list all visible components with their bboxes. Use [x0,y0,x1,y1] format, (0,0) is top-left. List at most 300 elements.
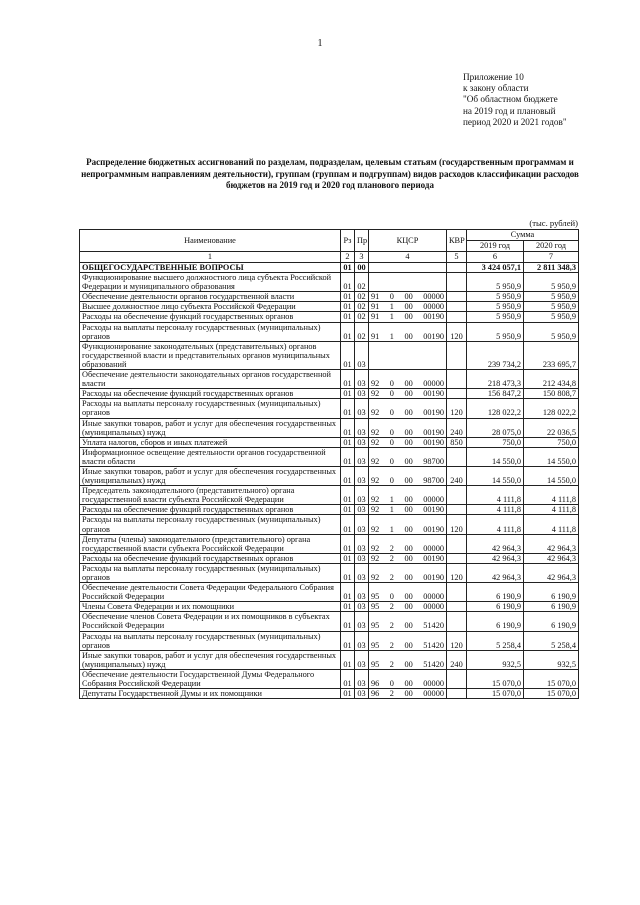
kcsr-part: 00 [404,543,413,553]
cell-name: Расходы на обеспечение функций государственных органов [80,312,341,322]
cell-sum-2019: 4 111,8 [467,486,524,505]
cell-sum-2020: 5 950,9 [524,273,579,292]
kcsr-part: 92 [371,456,380,466]
cell-sum-2020: 15 070,0 [524,669,579,688]
header-year-2020: 2020 год [524,241,579,252]
kcsr-part: 0 [389,427,394,437]
kcsr-part: 95 [371,602,380,612]
header-pr: Пр [355,230,369,252]
kcsr-part: 00 [404,427,413,437]
kcsr-part: 00190 [423,408,444,418]
kcsr-parts [371,312,444,321]
cell-pr: 02 [355,302,369,312]
cell-kcsr [369,563,447,582]
kcsr-parts [371,438,444,447]
cell-name: Расходы на выплаты персоналу государственных (муниципальных) органов [80,631,341,650]
kcsr-part: 0 [389,679,394,689]
kcsr-part: 51420 [423,621,444,631]
kcsr-parts [371,573,444,582]
cell-pr: 03 [355,389,369,399]
kcsr-part: 00190 [423,331,444,341]
table-row [80,505,579,515]
kcsr-part: 0 [389,437,394,447]
kcsr-parts [371,641,444,650]
cell-sum-2020: 2 811 348,3 [524,263,579,273]
cell-sum-2019: 5 258,4 [467,631,524,650]
cell-pr: 02 [355,292,369,302]
cell-kvr [447,602,467,612]
kcsr-parts [371,302,444,311]
cell-kcsr [369,583,447,602]
kcsr-part: 98700 [423,476,444,486]
cell-kvr: 120 [447,563,467,582]
cell-rz: 01 [341,553,355,563]
kcsr-parts [371,292,444,301]
kcsr-part: 00000 [423,602,444,612]
kcsr-part: 00 [404,379,413,389]
cell-name: Расходы на обеспечение функций государственных органов [80,505,341,515]
kcsr-part: 96 [371,679,380,689]
kcsr-part: 95 [371,659,380,669]
budget-table [79,229,579,699]
kcsr-part: 00000 [423,679,444,689]
cell-name: Члены Совета Федерации и их помощники [80,602,341,612]
cell-pr: 03 [355,602,369,612]
kcsr-part: 00190 [423,437,444,447]
cell-sum-2019: 15 070,0 [467,669,524,688]
cell-sum-2019: 28 075,0 [467,418,524,437]
cell-name: ОБЩЕГОСУДАРСТВЕННЫЕ ВОПРОСЫ [80,263,341,273]
kcsr-part: 2 [389,573,394,582]
table-row [80,553,579,563]
table-row [80,563,579,582]
cell-sum-2019: 5 950,9 [467,302,524,312]
kcsr-part: 1 [389,312,394,322]
table-row [80,447,579,466]
kcsr-part: 00190 [423,505,444,515]
cell-sum-2019: 42 964,3 [467,534,524,553]
cell-pr: 03 [355,534,369,553]
cell-pr: 03 [355,583,369,602]
kcsr-part: 00000 [423,302,444,312]
cell-sum-2019: 932,5 [467,650,524,669]
cell-kvr: 120 [447,399,467,418]
kcsr-part: 92 [371,505,380,515]
cell-kcsr [369,418,447,437]
cell-name: Депутаты Государственной Думы и их помощники [80,689,341,699]
kcsr-part: 00 [404,573,413,582]
kcsr-part: 1 [389,495,394,505]
document-title: Распределение бюджетных ассигнований по разделам, подразделам, целевым статьям (государственным программам и непрограммным направлениям деятельности), группам (группам и подгруппам) видов расходов классификации расходов бюджетов на 2019 год и 2020 год планового периода [81,157,579,190]
cell-sum-2020: 6 190,9 [524,612,579,631]
cell-kvr [447,689,467,699]
kcsr-part: 92 [371,573,380,582]
header-year-2019: 2019 год [467,241,524,252]
kcsr-part: 00 [404,495,413,505]
cell-kvr [447,447,467,466]
cell-kvr: 120 [447,631,467,650]
cell-sum-2020: 4 111,8 [524,486,579,505]
cell-kvr: 850 [447,437,467,447]
kcsr-part: 00190 [423,573,444,582]
table-row [80,312,579,322]
kcsr-parts [371,602,444,611]
kcsr-part: 00 [404,553,413,563]
kcsr-part: 0 [389,379,394,389]
cell-pr: 03 [355,669,369,688]
cell-kvr [447,612,467,631]
header-kvr: КВР [447,230,467,252]
kcsr-part: 2 [389,543,394,553]
kcsr-part: 00190 [423,312,444,322]
kcsr-part: 92 [371,543,380,553]
kcsr-part: 00 [404,437,413,447]
table-row [80,302,579,312]
cell-kcsr [369,370,447,389]
table-row [80,341,579,369]
cell-rz: 01 [341,466,355,485]
cell-rz: 01 [341,650,355,669]
kcsr-part: 1 [389,302,394,312]
cell-sum-2020: 5 950,9 [524,322,579,341]
cell-sum-2019: 6 190,9 [467,612,524,631]
cell-kvr [447,389,467,399]
cell-name: Функционирование высшего должностного лица субъекта Российской Федерации и муниципального образования [80,273,341,292]
cell-kvr [447,263,467,273]
cell-rz: 01 [341,418,355,437]
kcsr-part: 00 [404,408,413,418]
cell-sum-2020: 15 070,0 [524,689,579,699]
cell-kvr: 240 [447,466,467,485]
cell-rz: 01 [341,389,355,399]
cell-sum-2019: 15 070,0 [467,689,524,699]
header-rz: Рз [341,230,355,252]
table-row [80,689,579,699]
cell-kcsr [369,553,447,563]
cell-name: Расходы на выплаты персоналу государственных (муниципальных) органов [80,322,341,341]
kcsr-part: 00000 [423,543,444,553]
cell-name: Обеспечение деятельности Государственной Думы Федерального Собрания Российской Федерации [80,669,341,688]
cell-kcsr [369,534,447,553]
kcsr-part: 00000 [423,292,444,302]
cell-kcsr [369,302,447,312]
cell-kcsr [369,689,447,699]
kcsr-part: 00 [404,331,413,341]
cell-kvr [447,505,467,515]
cell-kcsr [369,466,447,485]
kcsr-part: 00 [404,312,413,322]
cell-pr: 03 [355,650,369,669]
cell-pr: 02 [355,273,369,292]
cell-sum-2019: 3 424 057,1 [467,263,524,273]
cell-name: Расходы на обеспечение функций государственных органов [80,389,341,399]
kcsr-part: 92 [371,476,380,486]
kcsr-part: 0 [389,408,394,418]
cell-kcsr [369,447,447,466]
kcsr-part: 95 [371,640,380,650]
cell-kcsr [369,292,447,302]
cell-name: Председатель законодательного (представительного) органа государственной власти субъекта Российской Федерации [80,486,341,505]
kcsr-parts [371,389,444,398]
table-row [80,418,579,437]
cell-pr: 03 [355,418,369,437]
kcsr-parts [371,525,444,534]
cell-name: Обеспечение деятельности органов государственной власти [80,292,341,302]
kcsr-part: 91 [371,312,380,322]
kcsr-part: 00 [404,679,413,689]
kcsr-part: 92 [371,408,380,418]
cell-sum-2019: 5 950,9 [467,273,524,292]
appendix-line: к закону области [463,83,529,94]
kcsr-part: 00 [404,456,413,466]
kcsr-part: 00 [404,505,413,515]
cell-rz: 01 [341,312,355,322]
cell-kvr: 240 [447,418,467,437]
kcsr-parts [371,379,444,388]
cell-sum-2020: 4 111,8 [524,505,579,515]
cell-rz: 01 [341,612,355,631]
cell-sum-2020: 5 258,4 [524,631,579,650]
column-number: 6 [467,252,524,263]
cell-pr: 03 [355,447,369,466]
kcsr-part: 0 [389,389,394,399]
kcsr-parts [371,476,444,485]
cell-sum-2020: 4 111,8 [524,515,579,534]
cell-pr: 03 [355,631,369,650]
header-kcsr: КЦСР [369,230,447,252]
kcsr-part: 2 [389,640,394,650]
cell-sum-2019: 4 111,8 [467,505,524,515]
kcsr-parts [371,544,444,553]
cell-kcsr [369,341,447,369]
cell-sum-2020: 5 950,9 [524,302,579,312]
cell-name: Депутаты (члены) законодательного (представительного) органа государственной власти субъекта Российской Федерации [80,534,341,553]
cell-sum-2019: 14 550,0 [467,466,524,485]
table-row [80,263,579,273]
cell-kvr [447,302,467,312]
cell-sum-2019: 750,0 [467,437,524,447]
cell-kvr [447,312,467,322]
column-number: 4 [369,252,447,263]
cell-pr: 03 [355,553,369,563]
cell-kcsr [369,650,447,669]
cell-rz: 01 [341,437,355,447]
cell-kcsr [369,669,447,688]
table-row [80,389,579,399]
cell-rz: 01 [341,486,355,505]
kcsr-part: 1 [389,524,394,534]
cell-sum-2019: 6 190,9 [467,583,524,602]
kcsr-parts [371,495,444,504]
cell-rz: 01 [341,534,355,553]
cell-name: Уплата налогов, сборов и иных платежей [80,437,341,447]
kcsr-part: 91 [371,292,380,302]
cell-rz: 01 [341,669,355,688]
table-row [80,534,579,553]
cell-pr: 03 [355,689,369,699]
cell-sum-2020: 42 964,3 [524,534,579,553]
kcsr-part: 00000 [423,689,444,699]
kcsr-part: 91 [371,331,380,341]
cell-rz: 01 [341,515,355,534]
cell-pr: 03 [355,486,369,505]
kcsr-part: 92 [371,553,380,563]
cell-sum-2020: 212 434,8 [524,370,579,389]
kcsr-part: 92 [371,437,380,447]
cell-kcsr [369,437,447,447]
kcsr-parts [371,679,444,688]
cell-name: Высшее должностное лицо субъекта Российской Федерации [80,302,341,312]
cell-pr: 02 [355,322,369,341]
kcsr-part: 1 [389,331,394,341]
column-number: 2 [341,252,355,263]
kcsr-part: 00000 [423,495,444,505]
cell-kcsr [369,515,447,534]
cell-sum-2020: 5 950,9 [524,292,579,302]
appendix-line: "Об областном бюджете [463,94,558,105]
kcsr-part: 91 [371,302,380,312]
kcsr-part: 92 [371,427,380,437]
cell-sum-2020: 128 022,2 [524,399,579,418]
cell-kcsr [369,631,447,650]
kcsr-part: 96 [371,689,380,699]
cell-sum-2019: 6 190,9 [467,602,524,612]
cell-name: Обеспечение деятельности законодательных органов государственной власти [80,370,341,389]
cell-sum-2019: 42 964,3 [467,563,524,582]
table-row [80,650,579,669]
kcsr-parts [371,554,444,563]
cell-rz: 01 [341,292,355,302]
table-row [80,612,579,631]
cell-kvr: 240 [447,650,467,669]
kcsr-part: 00190 [423,524,444,534]
cell-sum-2020: 233 695,7 [524,341,579,369]
kcsr-part: 51420 [423,640,444,650]
cell-sum-2020: 14 550,0 [524,447,579,466]
kcsr-part: 2 [389,659,394,669]
table-row [80,583,579,602]
table-row [80,669,579,688]
cell-sum-2019: 14 550,0 [467,447,524,466]
cell-kvr [447,583,467,602]
cell-rz: 01 [341,322,355,341]
cell-rz: 01 [341,505,355,515]
kcsr-part: 00190 [423,553,444,563]
cell-pr: 00 [355,263,369,273]
cell-name: Обеспечение членов Совета Федерации и их помощников в субъектах Российской Федерации [80,612,341,631]
table-row [80,437,579,447]
appendix-line: Приложение 10 [463,72,524,82]
cell-sum-2019: 156 847,2 [467,389,524,399]
table-row [80,370,579,389]
cell-kvr [447,669,467,688]
appendix-note [463,72,633,128]
cell-sum-2020: 750,0 [524,437,579,447]
cell-sum-2020: 6 190,9 [524,602,579,612]
cell-pr: 03 [355,515,369,534]
kcsr-part: 92 [371,379,380,389]
kcsr-part: 00 [404,602,413,612]
cell-name: Иные закупки товаров, работ и услуг для обеспечения государственных (муниципальных) нужд [80,466,341,485]
cell-kvr [447,292,467,302]
cell-sum-2019: 239 734,2 [467,341,524,369]
cell-kvr [447,486,467,505]
kcsr-part: 00190 [423,389,444,399]
kcsr-parts [371,505,444,514]
kcsr-parts [371,621,444,630]
cell-name: Расходы на обеспечение функций государственных органов [80,553,341,563]
cell-kvr [447,534,467,553]
cell-kcsr [369,322,447,341]
cell-rz: 01 [341,263,355,273]
kcsr-part: 92 [371,524,380,534]
cell-rz: 01 [341,399,355,418]
cell-rz: 01 [341,273,355,292]
cell-kcsr [369,312,447,322]
cell-sum-2019: 42 964,3 [467,553,524,563]
cell-sum-2020: 22 036,5 [524,418,579,437]
kcsr-part: 00 [404,476,413,486]
cell-rz: 01 [341,302,355,312]
kcsr-part: 00 [404,592,413,602]
cell-kcsr [369,505,447,515]
cell-rz: 01 [341,447,355,466]
page-number: 1 [317,38,323,49]
cell-name: Иные закупки товаров, работ и услуг для обеспечения государственных (муниципальных) нужд [80,650,341,669]
cell-rz: 01 [341,583,355,602]
appendix-line: период 2020 и 2021 годов" [463,116,567,127]
column-number: 5 [447,252,467,263]
column-number: 1 [80,252,341,263]
column-number: 7 [524,252,579,263]
cell-sum-2020: 42 964,3 [524,563,579,582]
kcsr-part: 95 [371,592,380,602]
cell-sum-2019: 4 111,8 [467,515,524,534]
kcsr-parts [371,332,444,341]
cell-pr: 03 [355,341,369,369]
kcsr-parts [371,660,444,669]
cell-name: Расходы на выплаты персоналу государственных (муниципальных) органов [80,515,341,534]
cell-kcsr [369,273,447,292]
cell-sum-2019: 5 950,9 [467,292,524,302]
cell-kcsr [369,389,447,399]
cell-kcsr [369,399,447,418]
cell-kcsr [369,486,447,505]
cell-rz: 01 [341,341,355,369]
cell-pr: 03 [355,563,369,582]
cell-name: Расходы на выплаты персоналу государственных (муниципальных) органов [80,399,341,418]
cell-kvr [447,341,467,369]
cell-rz: 01 [341,563,355,582]
table-row [80,486,579,505]
cell-pr: 03 [355,399,369,418]
kcsr-part: 00 [404,640,413,650]
cell-sum-2020: 14 550,0 [524,466,579,485]
kcsr-part: 92 [371,495,380,505]
kcsr-part: 00 [404,292,413,302]
cell-sum-2019: 218 473,3 [467,370,524,389]
kcsr-part: 00 [404,689,413,699]
units-label: (тыс. рублей) [529,218,578,228]
cell-rz: 01 [341,602,355,612]
kcsr-part: 1 [389,505,394,515]
cell-pr: 03 [355,437,369,447]
cell-kvr: 120 [447,515,467,534]
kcsr-part: 2 [389,553,394,563]
kcsr-part: 00 [404,302,413,312]
kcsr-part: 92 [371,389,380,399]
kcsr-part: 00 [404,389,413,399]
